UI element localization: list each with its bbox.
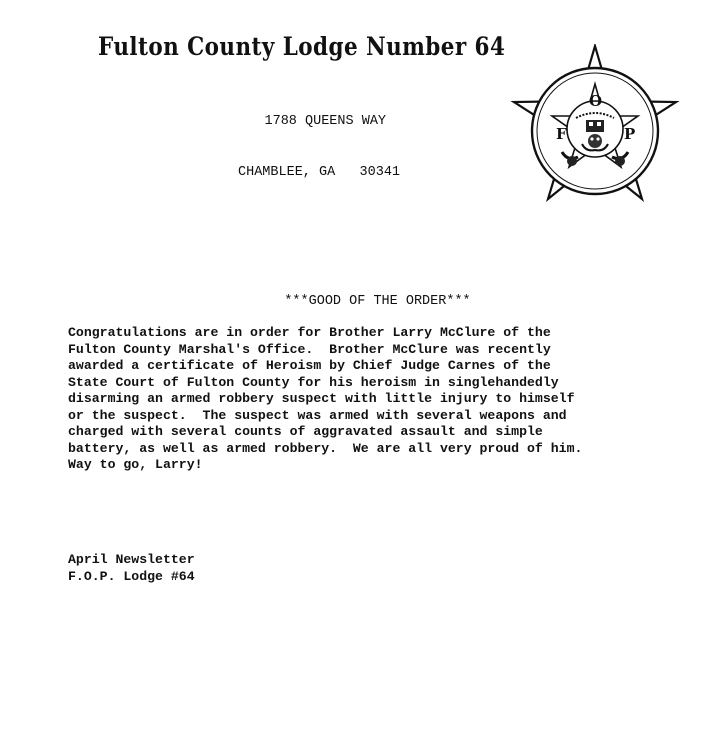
emblem-letter-o: O	[589, 92, 603, 110]
body-line: battery, as well as armed robbery. We are all very proud of him.	[68, 440, 583, 456]
body-line: or the suspect. The suspect was armed with several weapons and	[68, 407, 567, 423]
body-line: disarming an armed robbery suspect with little injury to himself	[68, 391, 575, 406]
body-line: State Court of Fulton County for his heroism in singlehandedly	[68, 374, 559, 390]
footer-lodge: F.O.P. Lodge #64	[68, 568, 195, 584]
body-line: charged with several counts of aggravated assault and simple	[68, 424, 543, 439]
newsletter-footer	[68, 552, 195, 585]
lodge-address	[238, 79, 400, 215]
body-line: awarded a certificate of Heroism by Chief Judge Carnes of the	[68, 358, 551, 373]
address-city-state-zip: CHAMBLEE, GA 30341	[238, 165, 401, 180]
body-line: Congratulations are in order for Brother Larry McClure of the	[68, 325, 551, 340]
section-heading: ***GOOD OF THE ORDER***	[284, 294, 471, 309]
address-street: 1788 QUEENS WAY	[264, 114, 387, 129]
body-line: Way to go, Larry!	[68, 457, 203, 472]
footer-newsletter: April Newsletter	[68, 552, 195, 567]
emblem-letter-f: F	[556, 125, 567, 143]
emblem-letter-p: P	[624, 125, 636, 143]
fop-star-emblem-icon	[510, 44, 682, 204]
article-body	[68, 325, 708, 474]
body-line: Fulton County Marshal's Office. Brother McClure was recently	[68, 341, 551, 357]
lodge-title: Fulton County Lodge Number 64	[98, 32, 506, 61]
